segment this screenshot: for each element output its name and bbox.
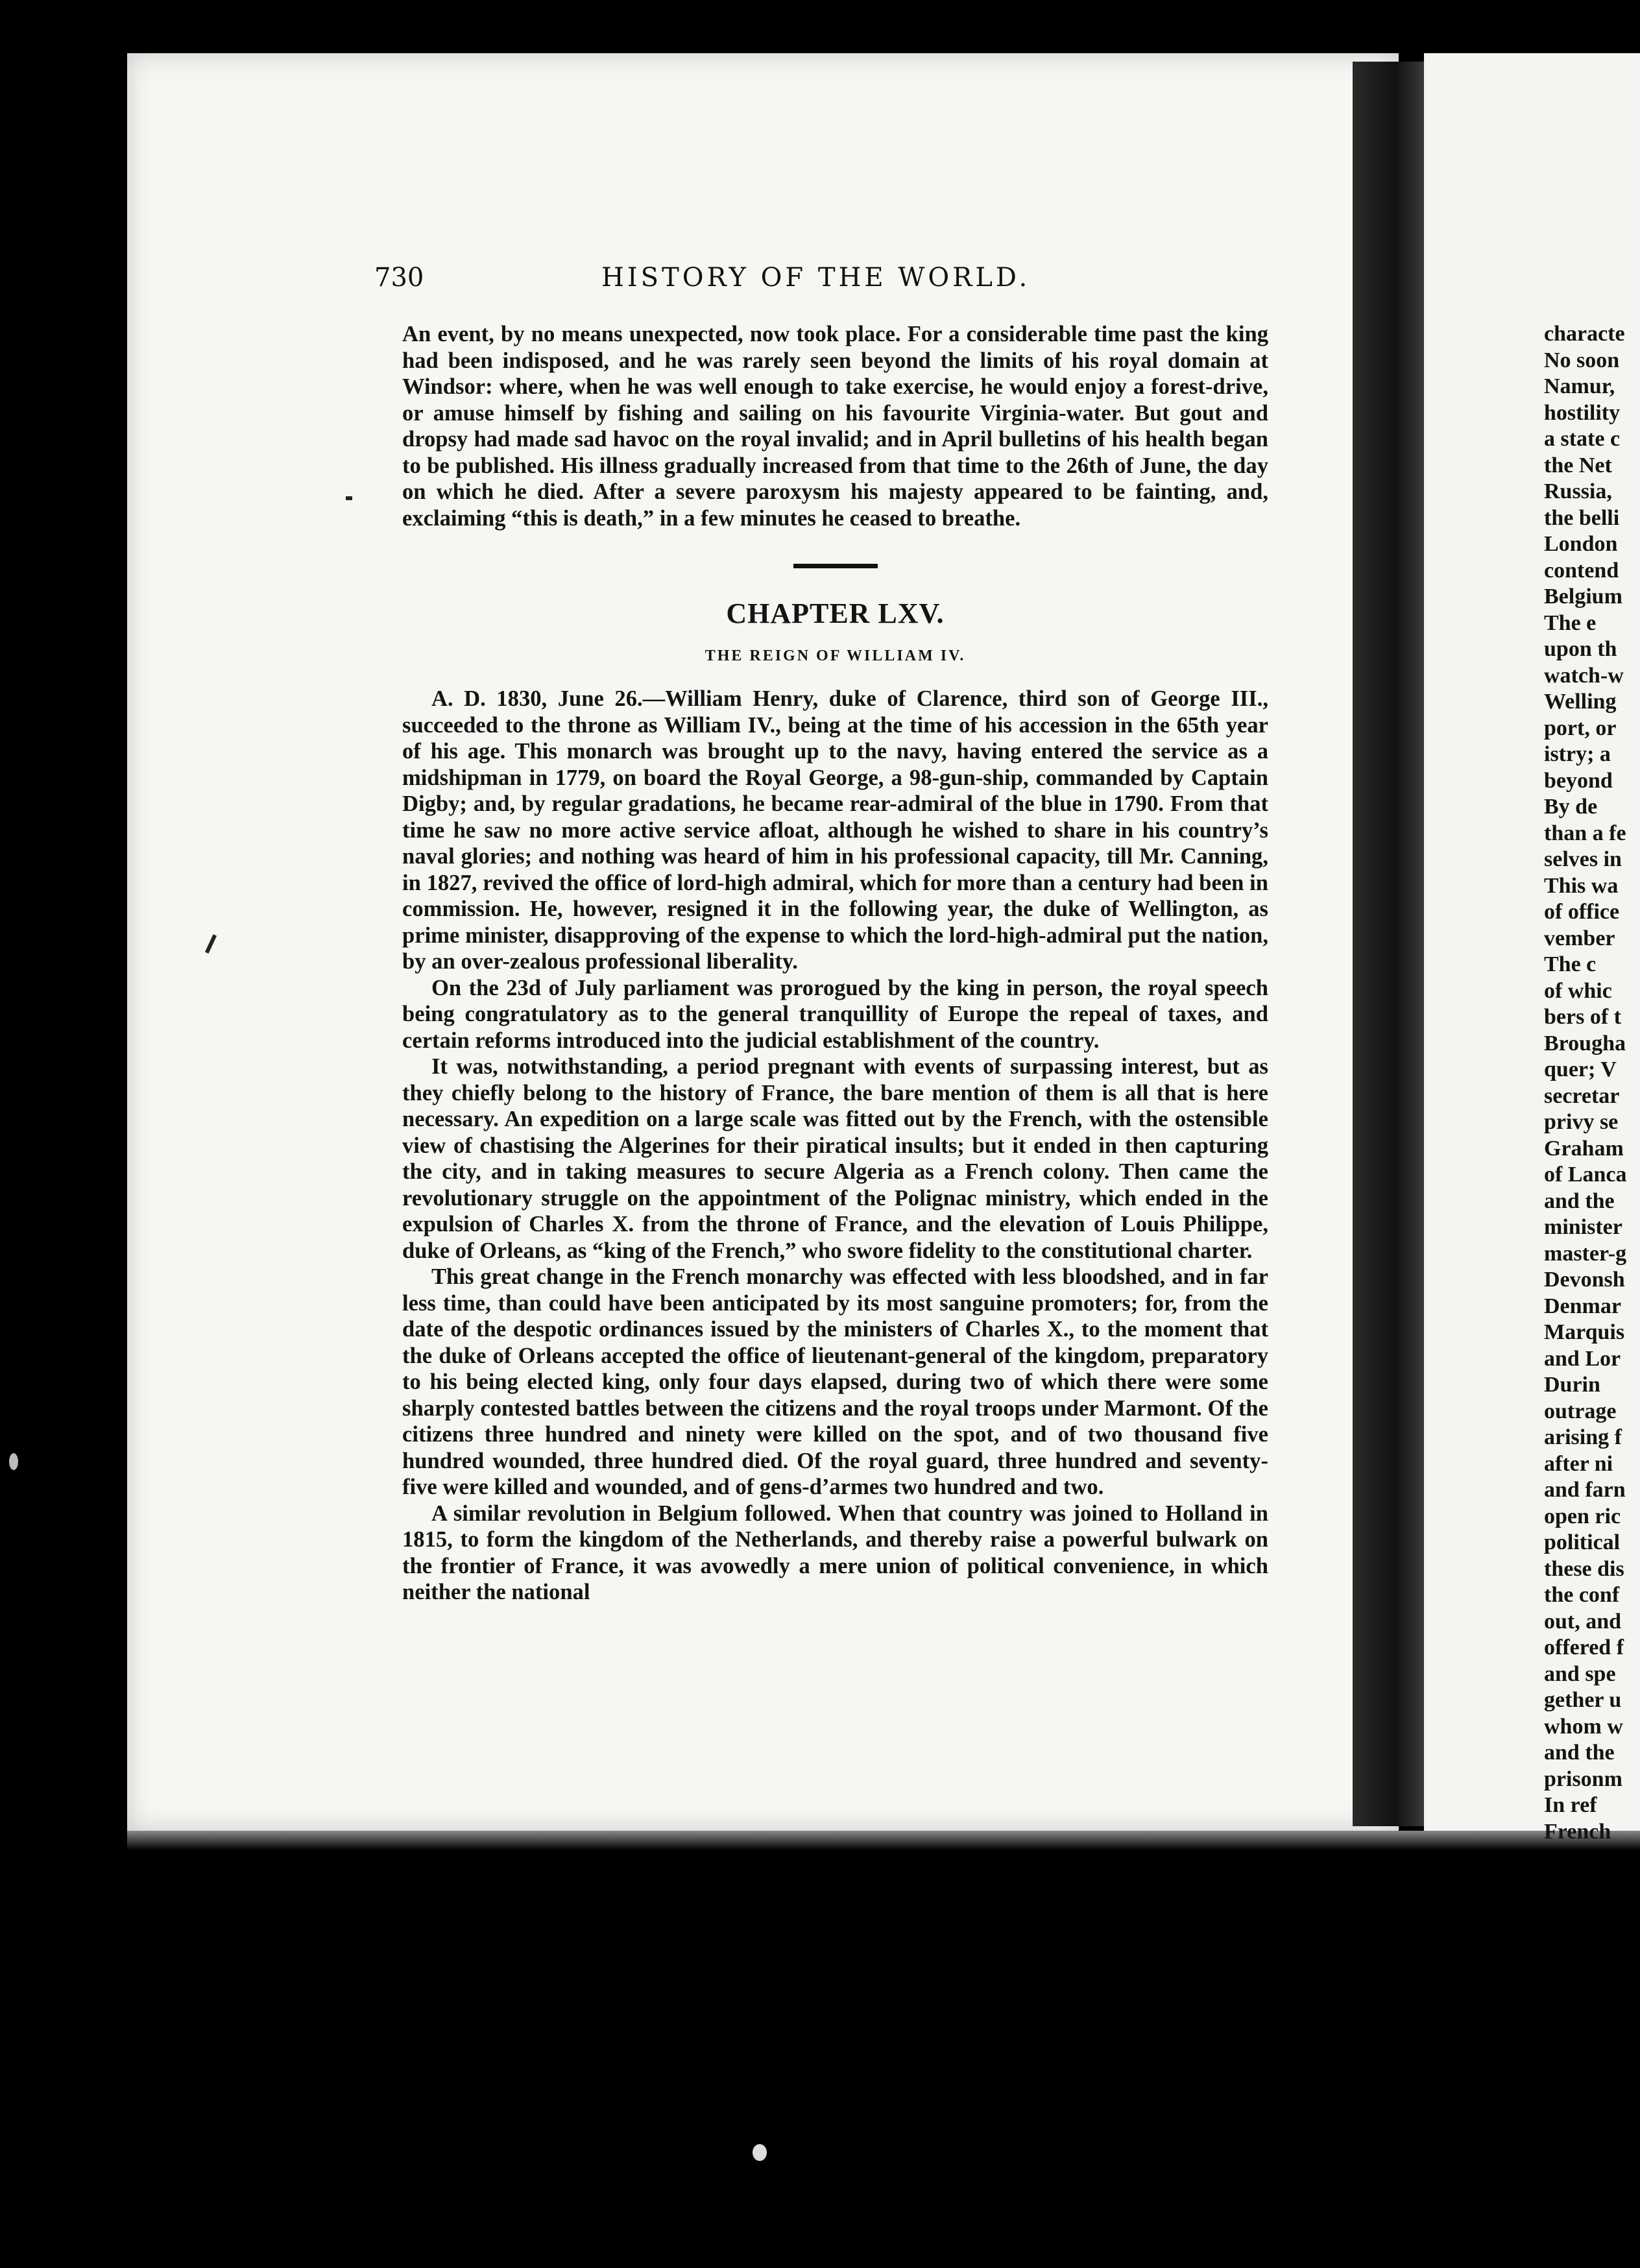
scan-speck (346, 496, 352, 500)
paragraph: It was, notwithstanding, a period pregnant with events of surpassing interest, but as they chiefly belong to the history of France, the bare mention of them is all that is here necessary. An expedition on a large scale was fitted out by the French, with the ostensible view of chastising the Algerines for their piratical insults; but it ended in then capturing the city, and in taking measures to secure Algeria as a French colony. Then came the revolutionary struggle on the appointment of the Polignac ministry, which ended in the expulsion of Charles X. from the throne of France, and the elevation of Louis Philippe, duke of Orleans, as “king of the French,” who swore fidelity to the constitutional charter. (402, 1054, 1268, 1263)
right-page-line: London (1544, 532, 1618, 556)
right-page-line: upon th (1544, 637, 1617, 661)
right-page-line: offered f (1544, 1635, 1624, 1659)
right-page-line: By de (1544, 795, 1598, 819)
right-page-line: master-g (1544, 1241, 1627, 1266)
right-page-line: characte (1544, 322, 1625, 346)
chapter-title: CHAPTER LXV. (726, 597, 945, 629)
right-page-line: and the (1544, 1741, 1615, 1765)
right-page-line: Marquis (1544, 1320, 1625, 1344)
right-page-line: Denmar (1544, 1294, 1621, 1318)
right-page-line: these dis (1544, 1556, 1624, 1581)
paragraph: On the 23d of July parliament was prorogued by the king in person, the royal speech being congratulatory as to the general tranquillity of Europe the repeal of taxes, and certain reforms introduced into the judicial establishment of the country. (402, 975, 1268, 1053)
main-text-column (402, 321, 1268, 1606)
right-page-line: hostility (1544, 400, 1621, 425)
running-title: HISTORY OF THE WORLD. (601, 263, 1031, 293)
right-page-line: whom w (1544, 1714, 1623, 1739)
right-page-line: Russia, (1544, 479, 1612, 503)
right-page-line: Namur, (1544, 374, 1615, 398)
intro-paragraph: An event, by no means unexpected, now took place. For a considerable time past the king had been indisposed, and he was rarely seen beyond the limits of his royal domain at Windsor: where, when he was well enough to take exercise, he would enjoy a forest-drive, or amuse himself by fishing and sailing on his favourite Virginia-water. But gout and dropsy had made sad havoc on the royal invalid; and in April bulletins of his health began to be published. His illness gradually increased from that time to the 26th of June, the day on which he died. After a severe paroxysm his majesty appeared to be fainting, and, exclaiming “this is death,” in a few minutes he ceased to breathe. (402, 322, 1268, 531)
right-page-line: the Net (1544, 453, 1612, 477)
right-page-line: beyond (1544, 768, 1613, 793)
right-page-line: and farn (1544, 1478, 1626, 1502)
right-page-line: Welling (1544, 690, 1617, 714)
right-page-line: after ni (1544, 1451, 1613, 1476)
right-page-line: secretar (1544, 1083, 1620, 1108)
right-page-line: port, or (1544, 716, 1617, 740)
right-page-line: and the (1544, 1188, 1615, 1213)
right-page-line: French (1544, 1819, 1611, 1844)
right-page-line: than a fe (1544, 821, 1626, 845)
right-page-line: istry; a (1544, 742, 1611, 766)
right-page-line: out, and (1544, 1609, 1622, 1634)
right-page-line: gether u (1544, 1688, 1622, 1712)
right-page-line: open ric (1544, 1504, 1621, 1528)
right-page-line: Brougha (1544, 1031, 1626, 1056)
paragraph: A. D. 1830, June 26.—William Henry, duke of Clarence, third son of George III., succeeded to the throne as William IV., being at the time of his accession in the 65th year of his age. This monarch was brought up to the navy, having entered the service as a midshipman in 1779, on board the Royal George, a 98-gun-ship, commanded by Captain Digby; and, by regular gradations, he became rear-admiral of the blue in 1790. From that time he saw no more active service afloat, although he wished to share in his country’s naval glories; and nothing was heard of him in his professional capacity, till Mr. Canning, in 1827, revived the office of lord-high admiral, which for more than a century had been in commission. He, however, resigned it in the following year, the duke of Wellington, as prime minister, disapproving of the expense to which the lord-high-admiral put the nation, by an over-zealous professional liberality. (402, 686, 1268, 974)
right-page-line: of whic (1544, 978, 1612, 1003)
right-page-line: selves in (1544, 847, 1622, 871)
right-page-line: No soon (1544, 348, 1620, 372)
right-page-line: privy se (1544, 1110, 1619, 1134)
right-page-line: the belli (1544, 505, 1620, 530)
right-page-line: quer; V (1544, 1057, 1617, 1081)
right-page-line: Graham (1544, 1136, 1624, 1161)
page-header (374, 263, 1276, 302)
page-number: 730 (374, 263, 424, 293)
scan-edge (127, 1831, 1640, 1850)
scan-speck (9, 1453, 18, 1470)
paragraph: This great change in the French monarchy was effected with less bloodshed, and in far less time, than could have been anticipated by its most sanguine promoters; for, from the date of the despotic ordinances issued by the ministers of Charles X., to the moment that the duke of Orleans accepted the office of lieutenant-general of the kingdom, preparatory to his being elected king, only four days elapsed, during two of which there were some sharply contested battles between the citizens and the royal troops under Marmont. Of the citizens three hundred and ninety were killed on the spot, and of two thousand five hundred wounded, three hundred died. Of the royal guard, three hundred and seventy-five were killed and wounded, and of gens-d’armes two hundred and two. (402, 1264, 1268, 1499)
right-page-line: outrage (1544, 1399, 1617, 1423)
right-page-line: watch-w (1544, 663, 1624, 688)
right-page-line: Devonsh (1544, 1268, 1625, 1292)
right-page-line: minister (1544, 1215, 1622, 1239)
right-page-line: of Lanca (1544, 1163, 1627, 1187)
right-page-line: Belgium (1544, 585, 1622, 609)
book-gutter (1353, 62, 1424, 1826)
right-page-line: contend (1544, 558, 1619, 583)
right-page-line: In ref (1544, 1793, 1597, 1817)
right-page-line: Durin (1544, 1373, 1600, 1397)
right-page-line: The e (1544, 610, 1597, 635)
right-page-text (1544, 321, 1640, 1845)
scan-speck (753, 2144, 767, 2161)
chapter-subtitle: THE REIGN OF WILLIAM IV. (705, 647, 966, 664)
right-page-line: and Lor (1544, 1346, 1621, 1371)
right-page-line: The c (1544, 952, 1597, 976)
right-page-line: a state c (1544, 427, 1621, 451)
right-page-line: political (1544, 1530, 1621, 1554)
section-divider (793, 564, 878, 568)
right-page-line: bers of t (1544, 1005, 1621, 1029)
right-page-line: the conf (1544, 1583, 1620, 1607)
right-page-line: and spe (1544, 1661, 1616, 1686)
right-page-line: prisonm (1544, 1767, 1622, 1791)
right-page-line: arising f (1544, 1425, 1622, 1449)
right-page-line: This wa (1544, 873, 1619, 898)
right-page-line: of office (1544, 900, 1620, 924)
paragraph: A similar revolution in Belgium followed. When that country was joined to Holland in 1815, to form the kingdom of the Netherlands, and thereby raise a powerful bulwark on the frontier of France, it was avowedly a mere union of political convenience, in which neither the national (402, 1501, 1268, 1604)
right-page-line: vember (1544, 926, 1615, 950)
